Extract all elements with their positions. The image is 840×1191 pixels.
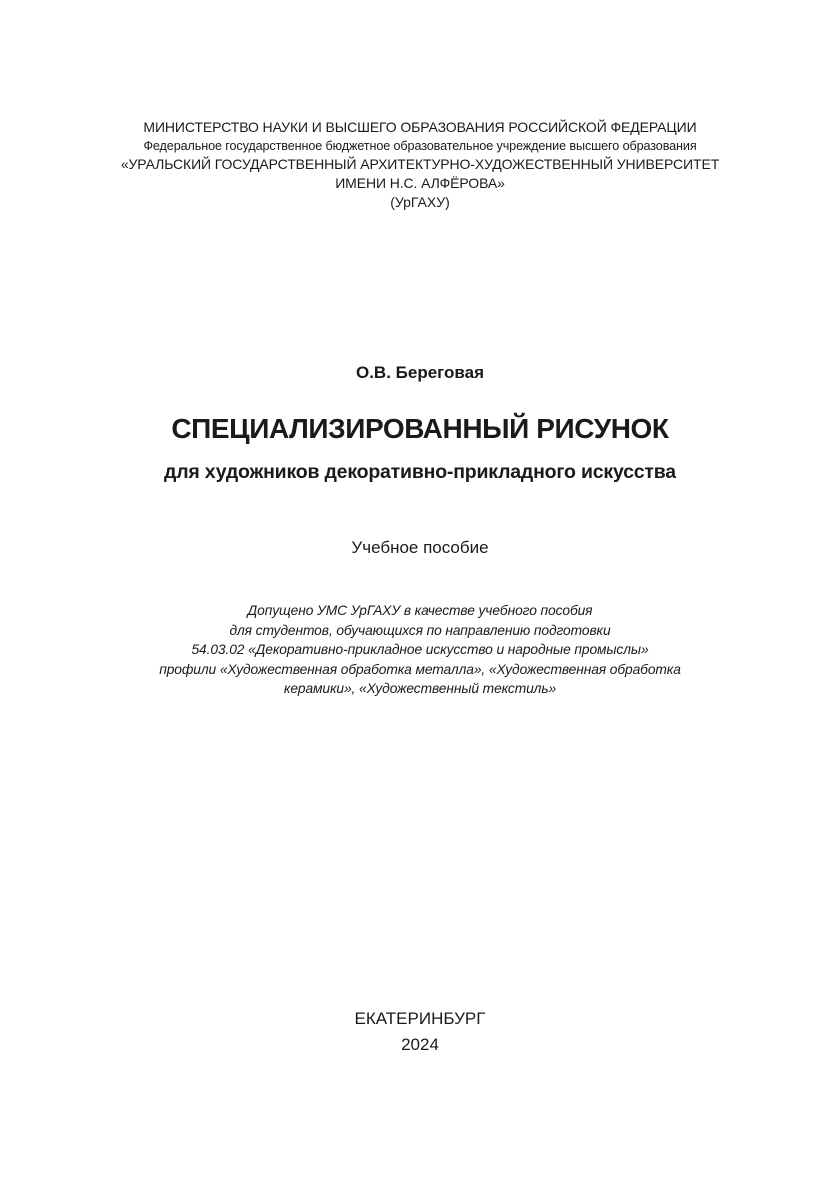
approval-line: профили «Художественная обработка металла», «Художественная обработка [159,661,681,677]
approval-line: для студентов, обучающихся по направлению подготовки [229,622,611,638]
university-abbreviation: (УрГАХУ) [390,194,450,210]
publication-year: 2024 [401,1035,439,1054]
university-name-line-2: ИМЕНИ Н.С. АЛФЁРОВА» [335,175,505,191]
book-title: СПЕЦИАЛИЗИРОВАННЫЙ РИСУНОК [171,413,669,444]
approval-line: 54.03.02 «Декоративно-прикладное искусство и народные промыслы» [191,642,649,657]
book-subtitle: для художников декоративно-прикладного искусства [164,461,676,483]
approval-line: керамики», «Художественный текстиль» [283,681,557,696]
imprint [0,1006,840,1058]
document-type: Учебное пособие [351,538,489,557]
approval-line: Допущено УМС УрГАХУ в качестве учебного пособия [247,603,593,618]
publication-city: ЕКАТЕРИНБУРГ [354,1009,486,1028]
author-name: О.В. Береговая [355,363,485,382]
university-name-line-1: «УРАЛЬСКИЙ ГОСУДАРСТВЕННЫЙ АРХИТЕКТУРНО-ХУДОЖЕСТВЕННЫЙ УНИВЕРСИТЕТ [120,156,720,172]
publisher-header [0,118,840,212]
institution-type: Федеральное государственное бюджетное образовательное учреждение высшего образования [143,139,697,153]
ministry-name: МИНИСТЕРСТВО НАУКИ И ВЫСШЕГО ОБРАЗОВАНИЯ РОССИЙСКОЙ ФЕДЕРАЦИИ [143,119,697,135]
approval-statement [0,601,840,699]
